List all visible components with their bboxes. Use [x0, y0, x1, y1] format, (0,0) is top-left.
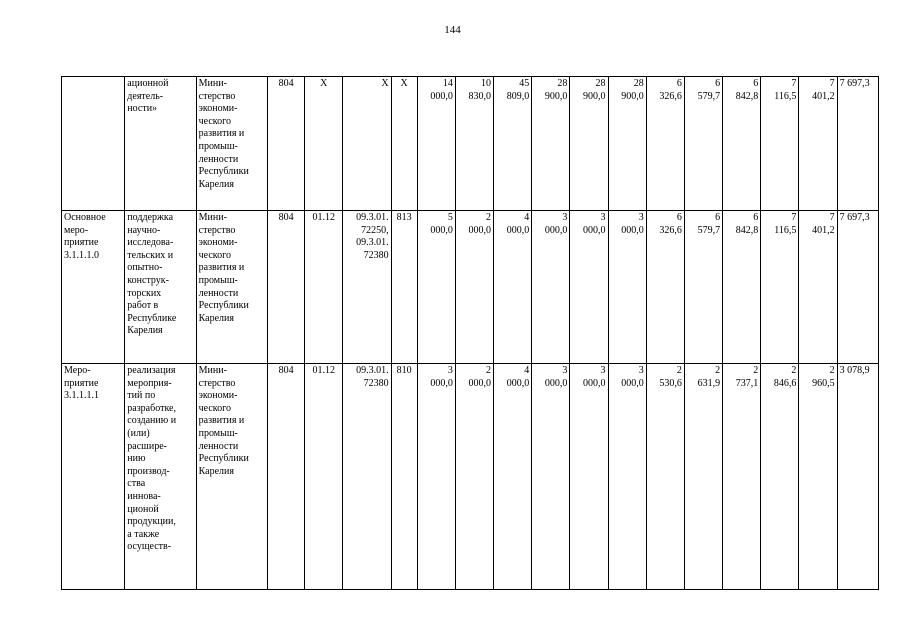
value-cell: 6 842,8	[723, 77, 761, 211]
csr-cell: Х	[343, 77, 391, 211]
table-row	[62, 211, 879, 364]
value-cell: 4 000,0	[494, 364, 532, 590]
table-row	[62, 77, 879, 211]
value-cell: 5 000,0	[417, 211, 455, 364]
status-cell: Меро- приятие 3.1.1.1.1	[62, 364, 125, 590]
value-cell: 3 000,0	[608, 211, 646, 364]
value-cell: 2 737,1	[723, 364, 761, 590]
csr-cell: 09.3.01. 72250, 09.3.01. 72380	[343, 211, 391, 364]
value-cell: 28 900,0	[608, 77, 646, 211]
value-cell: 45 809,0	[494, 77, 532, 211]
vr-cell: 810	[391, 364, 417, 590]
value-cell: 2 846,6	[761, 364, 799, 590]
executor-cell: Мини- стерство экономи- ческого развития и промыш- ленности Республики Карелия	[196, 77, 267, 211]
value-cell: 28 900,0	[570, 77, 608, 211]
value-cell: 2 000,0	[455, 211, 493, 364]
value-cell: 3 000,0	[417, 364, 455, 590]
value-cell: 3 000,0	[570, 211, 608, 364]
value-cell: 6 326,6	[646, 211, 684, 364]
status-cell: Основное меро- приятие 3.1.1.1.0	[62, 211, 125, 364]
value-cell: 6 326,6	[646, 77, 684, 211]
value-cell: 3 000,0	[532, 364, 570, 590]
value-cell: 28 900,0	[532, 77, 570, 211]
value-cell: 6 579,7	[684, 211, 722, 364]
name-cell: ационной деятель- ности»	[125, 77, 196, 211]
value-cell: 6 842,8	[723, 211, 761, 364]
rzpr-cell: 01.12	[305, 211, 343, 364]
value-cell: 7 401,2	[799, 77, 837, 211]
value-cell: 6 579,7	[684, 77, 722, 211]
value-cell: 3 000,0	[608, 364, 646, 590]
value-cell: 7 401,2	[799, 211, 837, 364]
value-cell: 7 116,5	[761, 211, 799, 364]
value-cell: 2 000,0	[455, 364, 493, 590]
value-cell: 3 000,0	[532, 211, 570, 364]
value-cell: 2 960,5	[799, 364, 837, 590]
vr-cell: 813	[391, 211, 417, 364]
grbs-cell: 804	[267, 211, 304, 364]
value-cell: 14 000,0	[417, 77, 455, 211]
name-cell: поддержка научно- исследова- тельских и опытно- конструк- торских работ в Республике Карелия	[125, 211, 196, 364]
value-cell: 10 830,0	[455, 77, 493, 211]
grbs-cell: 804	[267, 364, 304, 590]
vr-cell: Х	[391, 77, 417, 211]
rzpr-cell: 01.12	[305, 364, 343, 590]
status-cell	[62, 77, 125, 211]
value-cell: 3 078,9	[837, 364, 878, 590]
page-number: 144	[444, 24, 461, 36]
rzpr-cell: Х	[305, 77, 343, 211]
executor-cell: Мини- стерство экономи- ческого развития и промыш- ленности Республики Карелия	[196, 364, 267, 590]
value-cell: 2 631,9	[684, 364, 722, 590]
table-row	[62, 364, 879, 590]
budget-table	[61, 76, 879, 590]
value-cell: 3 000,0	[570, 364, 608, 590]
value-cell: 7 116,5	[761, 77, 799, 211]
value-cell: 4 000,0	[494, 211, 532, 364]
value-cell: 7 697,3	[837, 77, 878, 211]
executor-cell: Мини- стерство экономи- ческого развития и промыш- ленности Республики Карелия	[196, 211, 267, 364]
value-cell: 2 530,6	[646, 364, 684, 590]
name-cell: реализация мероприя- тий по разработке, созданию и (или) расшире- нию производ- ства иннова- ционой продукции, а также осуществ-	[125, 364, 196, 590]
value-cell: 7 697,3	[837, 211, 878, 364]
csr-cell: 09.3.01. 72380	[343, 364, 391, 590]
grbs-cell: 804	[267, 77, 304, 211]
